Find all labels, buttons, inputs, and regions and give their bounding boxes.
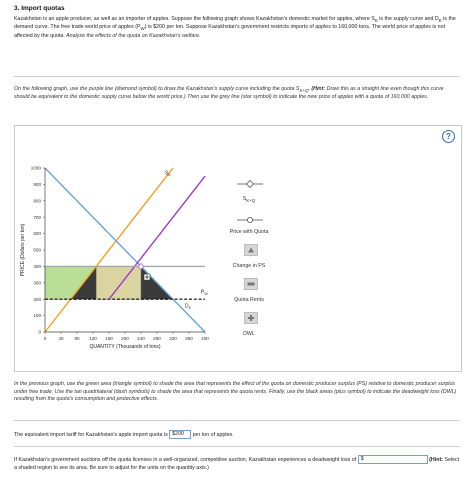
y-axis-label: PRICE (Dollars per ton): [20, 223, 26, 277]
divider: [14, 76, 460, 77]
x-tick-label: 160: [105, 336, 113, 341]
series-label: $D_K$: [185, 303, 192, 310]
dwl-tool[interactable]: [244, 312, 258, 324]
question-intro: Kazakhstan is an apple producer, as well as an importer of apples. Suppose the following graph shows Kazakhstan's domestic market for apples, where $S_K$ is the supply curve and $D_K$ is the demand curve. The free trade world price of apples $(P_W)$ is $200 per ton. Suppose Kazakhstan's government restricts imports of apples to 160,000 tons. The world price of apples is not affected by the quota. Analyze the effects of the quota on Kazakhstan's welfare.: [14, 16, 456, 39]
y-tick-label: 200: [33, 296, 41, 302]
divider: [14, 420, 460, 421]
quota-rents-label: Quota Rents: [234, 297, 264, 303]
x-axis-label: QUANTITY (Thousands of tons): [89, 344, 161, 350]
series-label: $P_W$: [201, 289, 208, 296]
dwl-answer-field[interactable]: $: [358, 455, 428, 464]
dash-icon: [245, 279, 257, 289]
x-tick-label: 120: [89, 336, 97, 341]
y-tick-label: 800: [33, 198, 41, 204]
dk-line: [45, 168, 205, 332]
triangle-icon: [245, 245, 257, 255]
sk-line: [45, 168, 173, 332]
quota-rents-area[interactable]: [96, 266, 141, 299]
x-tick-label: 200: [121, 336, 129, 341]
x-tick-label: 40: [58, 336, 64, 341]
y-tick-label: 0: [38, 329, 41, 335]
divider: [14, 446, 460, 447]
y-tick-label: 500: [33, 247, 41, 253]
price-quota-tool[interactable]: [237, 216, 263, 224]
y-tick-label: 300: [33, 280, 41, 286]
supply-quota-tool[interactable]: [237, 180, 263, 188]
price-quota-label: Price with Quota: [229, 229, 269, 235]
market-graph[interactable]: [15, 156, 230, 361]
y-tick-label: 600: [33, 231, 41, 237]
diamond-line-icon: [237, 180, 263, 188]
change-ps-label: Change in PS: [232, 263, 266, 269]
series-label: $S_K$: [165, 170, 171, 178]
graph-panel: [14, 125, 462, 372]
x-tick-label: 320: [169, 336, 177, 341]
plus-icon: [245, 313, 257, 323]
y-tick-label: 100: [33, 313, 41, 319]
y-tick-label: 400: [33, 264, 41, 269]
help-icon[interactable]: ?: [442, 130, 455, 143]
x-tick-label: 240: [137, 336, 145, 341]
graph-instructions: On the following graph, use the purple line (diamond symbol) to draw the Kazakhstan's supply curve including the quota $S_{K+Q}$. (Hint: Draw this as a straight line even though this curve should be equivalent to the domestic supply curve below the world price.) Then use the grey line (star symbol) to indicate the new price of apples with a quota of 160,000 apples.: [14, 86, 444, 101]
star-line-icon: [237, 216, 263, 224]
y-tick-label: 900: [33, 182, 41, 187]
supply-quota-label: $S_{K+Q}$: [242, 196, 256, 204]
dwl-label: DWL: [243, 331, 255, 337]
tariff-question: The equivalent import tariff for Kazakhstan's apple import quota is $200 per ton of apples.: [14, 431, 234, 438]
x-tick-label: 80: [74, 336, 80, 341]
y-tick-label: 1000: [30, 165, 41, 171]
series-line-3: [109, 176, 205, 299]
x-tick-label: 400: [201, 336, 209, 341]
x-tick-label: 360: [185, 336, 193, 341]
quota-rents-tool[interactable]: [244, 278, 258, 290]
shading-instructions: In the previous graph, use the green area (triangle symbol) to shade the area that represents the effect of the quota on domestic producer surplus (PS) relative to domestic producer surplus under free trade. Use the tan quadrilateral (dash symbols) to shade the area that represents the quota rents. Finally, use the black areas (plus symbol) to indicate the deadweight loss (DWL) resulting from the quota's consumption and protective effects.: [14, 381, 457, 403]
y-tick-label: 700: [33, 214, 41, 220]
x-tick-label: 280: [153, 336, 161, 341]
auction-question: If Kazakhstan's government auctions off the quota licenses in a well-organized, competitive auction, Kazakhstan experiences a deadweight loss of $ (Hint: Select a shaded region to see its area. Be sure to adjust for the units on the quantity axis.): [14, 456, 460, 471]
question-title: 3. Import quotas: [14, 5, 65, 12]
x-tick-label: 0: [43, 336, 47, 341]
change-ps-tool[interactable]: [244, 244, 258, 256]
tariff-answer-field[interactable]: $200: [169, 430, 191, 439]
